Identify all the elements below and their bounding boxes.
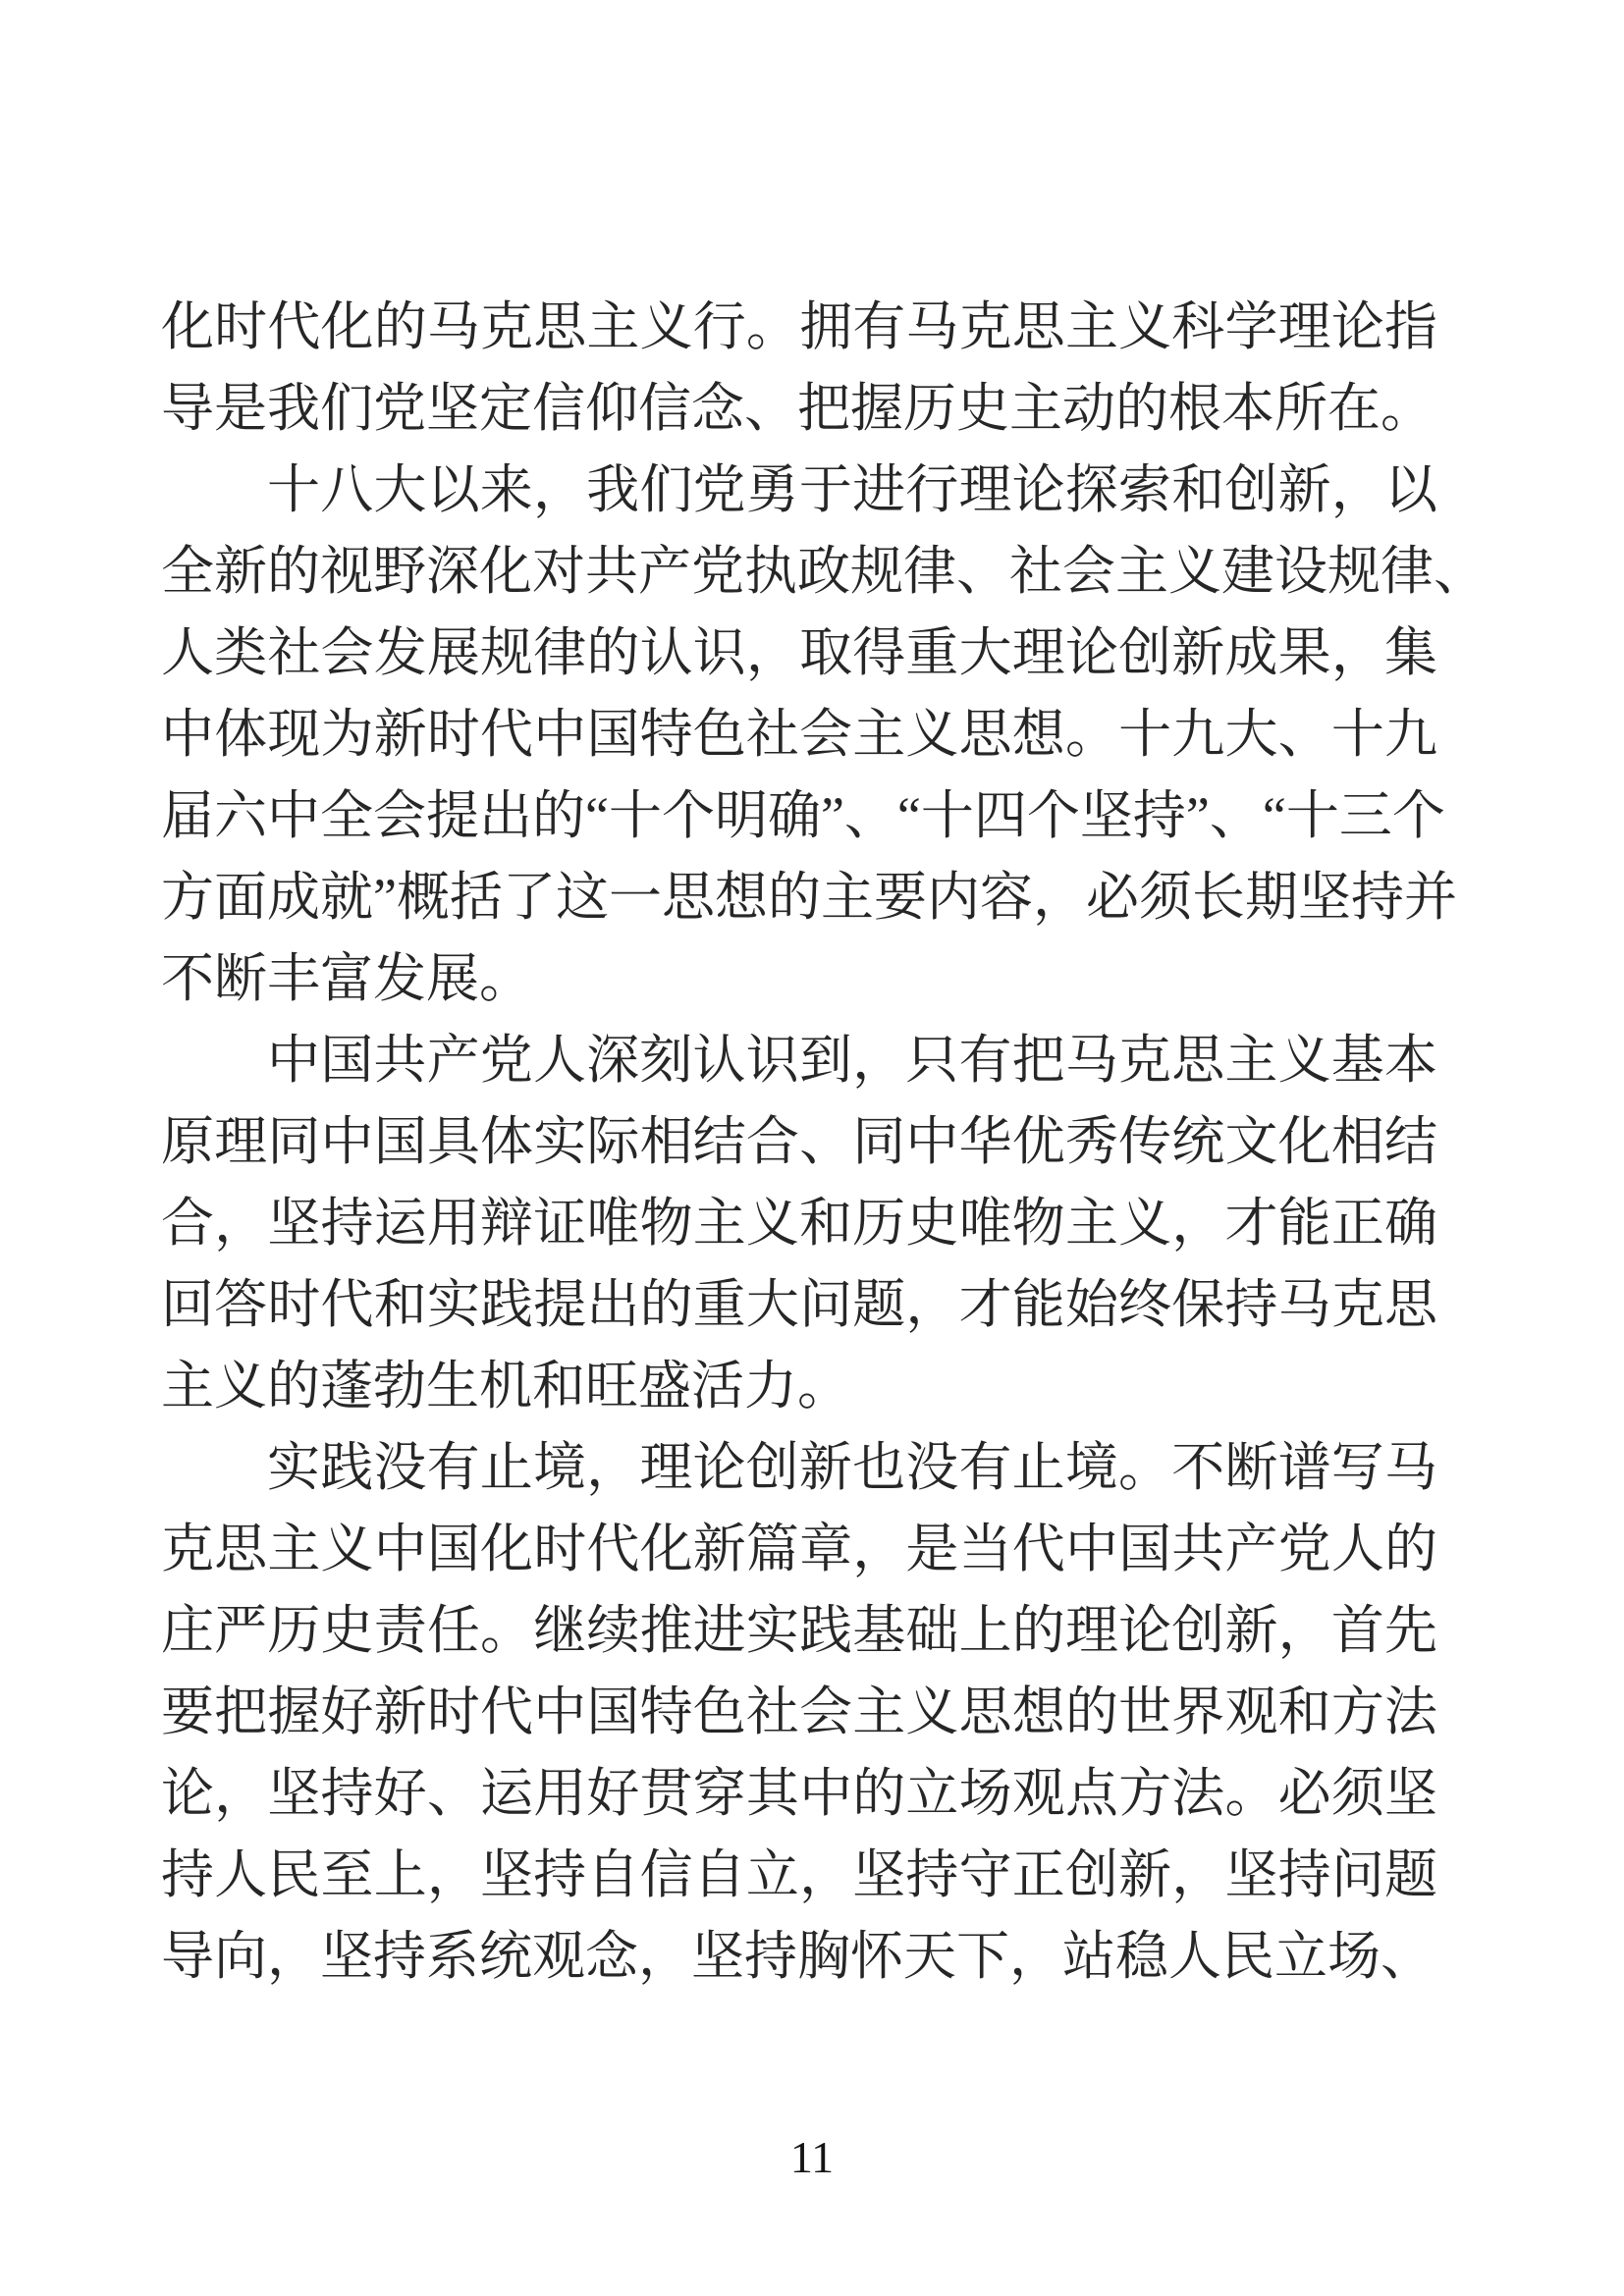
paragraph <box>161 450 1487 1020</box>
text-line: 人类社会发展规律的认识，取得重大理论创新成果，集 <box>161 623 1437 682</box>
text-line: 届六中全会提出的“十个明确”、“十四个坚持”、“十三个 <box>161 786 1445 845</box>
text-line: 持人民至上，坚持自信自立，坚持守正创新，坚持问题 <box>161 1845 1437 1904</box>
text-line: 论，坚持好、运用好贯穿其中的立场观点方法。必须坚 <box>161 1764 1437 1823</box>
text-line: 不断丰富发展。 <box>161 949 532 1008</box>
paragraph <box>161 1427 1437 1998</box>
text-line: 中体现为新时代中国特色社会主义思想。十九大、十九 <box>161 705 1437 764</box>
text-line: 克思主义中国化时代化新篇章，是当代中国共产党人的 <box>161 1520 1437 1578</box>
text-line: 中国共产党人深刻认识到，只有把马克思主义基本 <box>267 1031 1437 1090</box>
text-line: 十八大以来，我们党勇于进行理论探索和创新，以 <box>267 460 1437 519</box>
text-line: 化时代化的马克思主义行。拥有马克思主义科学理论指 <box>161 297 1437 356</box>
text-line: 导是我们党坚定信仰信念、把握历史主动的根本所在。 <box>161 379 1434 438</box>
text-line: 要把握好新时代中国特色社会主义思想的世界观和方法 <box>161 1682 1437 1741</box>
text-line: 实践没有止境，理论创新也没有止境。不断谱写马 <box>267 1438 1437 1497</box>
text-line: 主义的蓬勃生机和旺盛活力。 <box>161 1357 850 1415</box>
paragraph <box>161 1020 1437 1427</box>
text-line: 全新的视野深化对共产党执政规律、社会主义建设规律、 <box>161 542 1487 601</box>
text-line: 原理同中国具体实际相结合、同中华优秀传统文化相结 <box>161 1112 1437 1171</box>
text-line: 导向，坚持系统观念，坚持胸怀天下，站稳人民立场、 <box>161 1927 1434 1986</box>
paragraph <box>161 287 1437 450</box>
document-body <box>161 287 1487 1998</box>
text-line: 庄严历史责任。继续推进实践基础上的理论创新，首先 <box>161 1601 1437 1660</box>
text-line: 合，坚持运用辩证唯物主义和历史唯物主义，才能正确 <box>161 1194 1437 1253</box>
text-line: 方面成就”概括了这一思想的主要内容，必须长期坚持并 <box>161 868 1457 927</box>
page-number: 11 <box>789 2132 835 2182</box>
text-line: 回答时代和实践提出的重大问题，才能始终保持马克思 <box>161 1275 1437 1334</box>
